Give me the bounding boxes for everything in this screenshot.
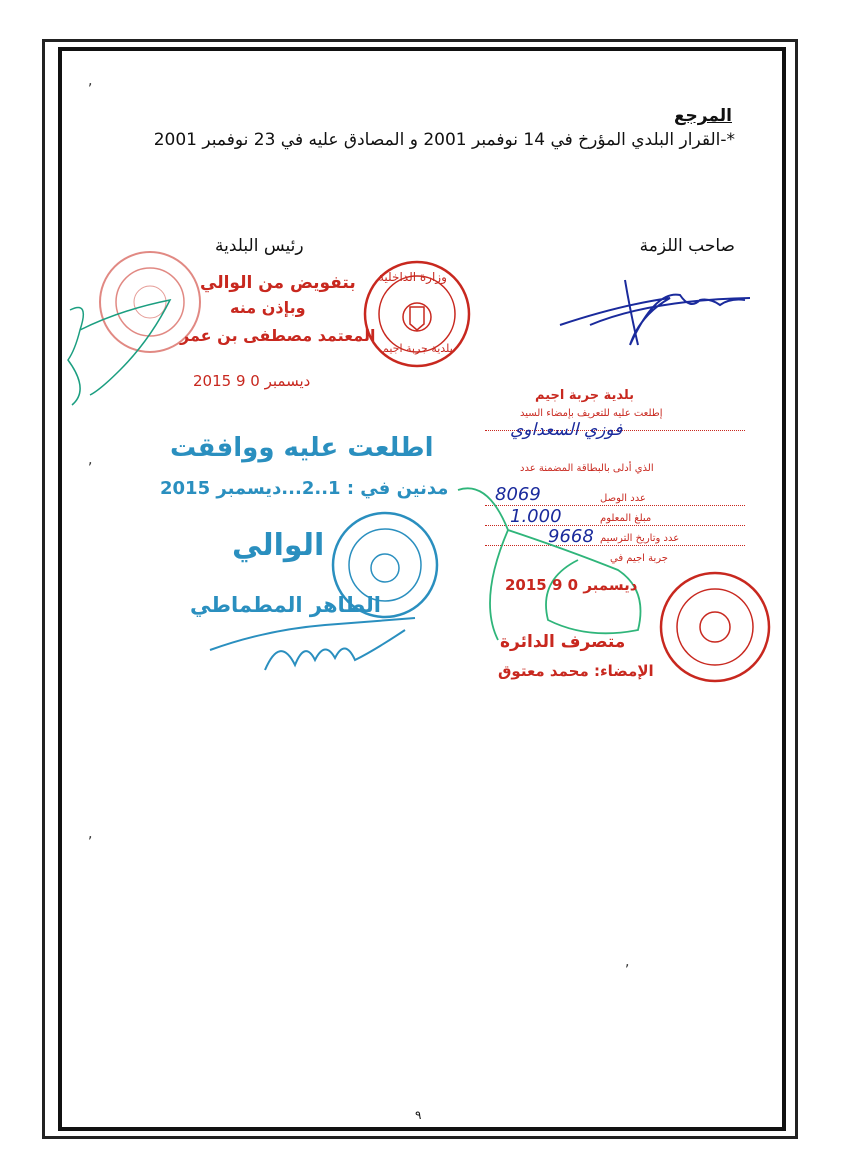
margin-mark: ,: [625, 954, 630, 970]
delegation-line-2: وبإذن منه: [230, 298, 306, 317]
receipt-row6: جربة اجيم في: [610, 553, 668, 564]
margin-mark: ,: [88, 73, 93, 89]
governor-title: الوالي: [232, 528, 325, 563]
governor-signature: [205, 610, 425, 675]
receipt-signatory-title: متصرف الدائرة: [500, 632, 626, 652]
receipt-row3: عدد الوصل: [600, 493, 646, 504]
governor-name: الطاهر المطماطي: [190, 593, 381, 617]
mayor-signature: [60, 290, 190, 410]
receipt-reg-value: 9668: [548, 526, 594, 547]
concessionaire-label: صاحب اللزمة: [639, 236, 735, 256]
receipt-header: بلدية جربة اجيم: [535, 388, 635, 403]
margin-mark: ,: [88, 452, 93, 468]
concessionaire-signature: [560, 270, 760, 360]
receipt-signatory-name: الإمضاء: محمد معتوق: [498, 662, 654, 680]
delegation-line-1: بتفويض من الوالي: [200, 273, 356, 293]
mayor-label: رئيس البلدية: [215, 236, 304, 256]
margin-mark: ,: [88, 826, 93, 842]
receipt-row5: عدد وتاريخ الترسيم: [600, 533, 680, 544]
reference-title: المرجع: [673, 106, 732, 126]
receipt-name-value: فوزي السعداوي: [510, 420, 623, 440]
red-date-left: 2015 ديسمبر 0 9: [193, 372, 311, 390]
seal-ministry-text: وزارة الداخلية: [378, 270, 447, 284]
receipt-fee-value: 1.000: [510, 506, 562, 527]
receipt-row4: مبلغ المعلوم: [600, 513, 652, 524]
delegation-line-3: المعتمد مصطفى بن عمر: [180, 326, 376, 345]
page-number: ٩: [415, 1108, 422, 1122]
approval-text: اطلعت عليه ووافقت: [170, 433, 434, 463]
reference-line: *-القرار البلدي المؤرخ في 14 نوفمبر 2001 و المصادق عليه في 23 نوفمبر 2001: [153, 130, 735, 150]
red-seal-right: [658, 570, 773, 685]
red-date-right: 2015 ديسمبر 0 9: [505, 576, 638, 594]
receipt-number-value: 8069: [495, 484, 541, 505]
approval-date-line: مدنين في : 1..2...ديسمبر 2015: [160, 478, 449, 499]
receipt-row1: إطلعت عليه للتعريف بإمضاء السيد: [520, 408, 663, 419]
receipt-row2: الذي أدلى بالبطاقة المضمنة عدد: [520, 463, 654, 474]
seal-municipality-text: بلدية جربة اجيم: [382, 342, 453, 355]
